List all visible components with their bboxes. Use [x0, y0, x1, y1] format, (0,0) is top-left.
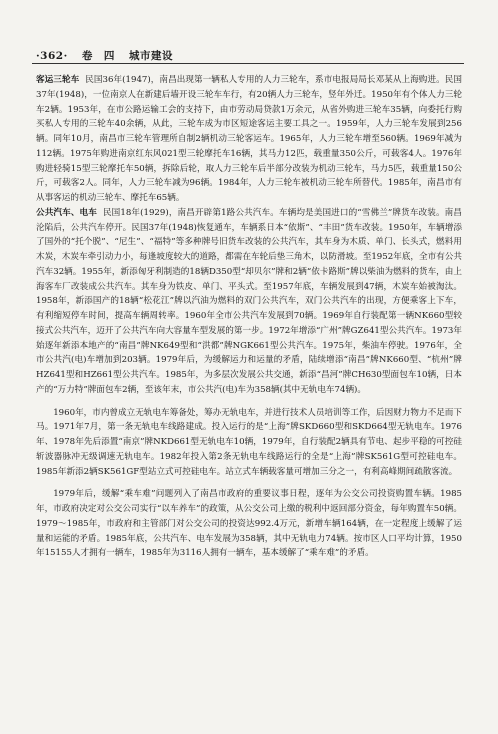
paragraph-bus-tram [36, 206, 462, 398]
paragraph-heading: 客运三轮车 [36, 75, 80, 85]
running-head [36, 48, 183, 63]
paragraph-heading: 公共汽车、电车 [36, 207, 97, 218]
section-title: 城市建设 [129, 50, 174, 62]
paragraph-text: 1979年后，缓解“乘车难”问题列入了南昌市政府的重要议事日程，逐年为公交公司投资购置车辆。1985年，市政府决定对公交公司实行“以车养车”的政策，从公交公司上缴的税利中返回部分资金，每年购置车50辆。1979～1985年，市政府和主管部门对公交公司的投资达992.4万元，新增车辆164辆，在一定程度上缓解了运量和运能的矛盾。1985年底，公共汽车、电车发展为358辆，其中无轨电力74辆。按市区人口平均计算，1950年15155人才拥有一辆车，1985年为3116人拥有一辆车，基本缓解了“乘车难”的矛盾。 [36, 489, 462, 559]
page-number: ·362· [36, 50, 68, 62]
header-rule [32, 63, 464, 64]
volume-label: 卷 四 [81, 50, 115, 62]
paragraph-text: 1960年，市内曾成立无轨电车筹备处，筹办无轨电车，并进行技术人员培训等工作，后因财力物力不足而下马。1971年7月，第一条无轨电车线路建成。投入运行的是“上海”牌SKD660型和SKD664型无轨电车。1976年、1978年先后添置“南京”牌NKD661型无轨电车10辆，1979年，自行装配2辆具有节电、起步平稳的可控硅斩波器脉冲无级调速无轨电车。1982年投入第2条无轨电车线路运行的全是“上海”牌SK561G型可控硅电车。1985年新添2辆SK561GF型站立式可控硅电车。站立式车辆载客量可增加三分之一，有利高峰期间疏散客流。 [36, 407, 462, 477]
paragraph-trolleybus [36, 406, 462, 480]
paragraph-passenger-tricycle [36, 73, 462, 206]
body-text [36, 73, 462, 561]
paragraph-text: 民国36年(1947)，南昌出现第一辆私人专用的人力三轮车，系市电报局局长邓某从上海购进。民国37年(1948)，一位南京人在新建后墙开设三轮车车行，有20辆人力三轮车，竖年外迁。1950年有个体人力三轮车2辆。1953年，在市公路运输工会的支持下，由市劳动局贷款1万余元，从省外购进三轮车35辆，向委托行购买私人专用的三轮车40余辆，从此，三轮车成为市区短途客运主要工具之一。1959年，人力三轮车发展到256辆。同年10月，南昌市三轮车管理所自制2辆机动三轮客运车。1965年，人力三轮车增至560辆。1969年减为112辆。1975年购进南京红东风021型三轮摩托车16辆，其马力12匹，载重量350公斤，可载客4人。1976年购进轻骑15型三轮摩托车50辆，拆除后轮，取人力三轮车后半部分改装为机动三轮车，马力5匹，载重量150公斤，可载客2人。同年，人力三轮车减为96辆。1984年，人力三轮车被机动三轮车所替代。1985年，南昌市有从事客运的机动三轮车、摩托车65辆。 [36, 75, 462, 203]
paragraph-transit-investment [36, 487, 462, 561]
paragraph-text: 民国18年(1929)，南昌开辟第1路公共汽车。车辆均是美国进口的“雪佛兰”牌货车改装。南昌沦陷后，公共汽车停开。民国37年(1948)恢复通车，车辆系日本“依斯”、“丰田”货车改装。1950年，车辆增添了国外的“托个脱”、“尼生”、“福特”等多种牌号旧货车改装的公共汽车，其车身为木质、单门、长头式，燃料用木炭，木炭车牵引动力小，每逢坡度较大的道路，都需在车轮后垫三角木，以防滑坡。至1952年底，全市有公共汽车32辆。1955年，新添匈牙利制造的18辆D350型“却贝尔”牌和2辆“依卡路斯”牌以柴油为燃料的货车，由上海客车厂改装成公共汽车。其车身为铁皮、单门、平头式。至1957年底，车辆发展到47辆，木炭车始被淘汰。1958年，新添国产的18辆“松花江”牌以汽油为燃料的双门公共汽车，双门公共汽车的出现，方便乘客上下车，有利缩短停车时间，提高车辆周转率。1960年全市公共汽车发展到70辆。1969年自行装配第一辆NK660型较接式公共汽车，迈开了公共汽车向大容量车型发展的第一步。1972年增添“广州”牌GZ641型公共汽车。1973年始逐年新添本地产的“南昌”牌NK649型和“洪都”牌NGK661型公共汽车。1975年，柴油车停驶。1976年，全市公共汽(电)车增加到203辆。1979年后，为缓解运力和运量的矛盾，陆续增添“南昌”牌NK660型、“杭州”牌HZ641型和HZ661型公共汽车。1985年，为多层次发展公共交通，新添“昌河”牌CH630型面包车10辆，日本产的“万力特”牌面包车2辆，至该年末，市公共汽(电)车为358辆(其中无轨电车74辆)。 [36, 207, 462, 395]
